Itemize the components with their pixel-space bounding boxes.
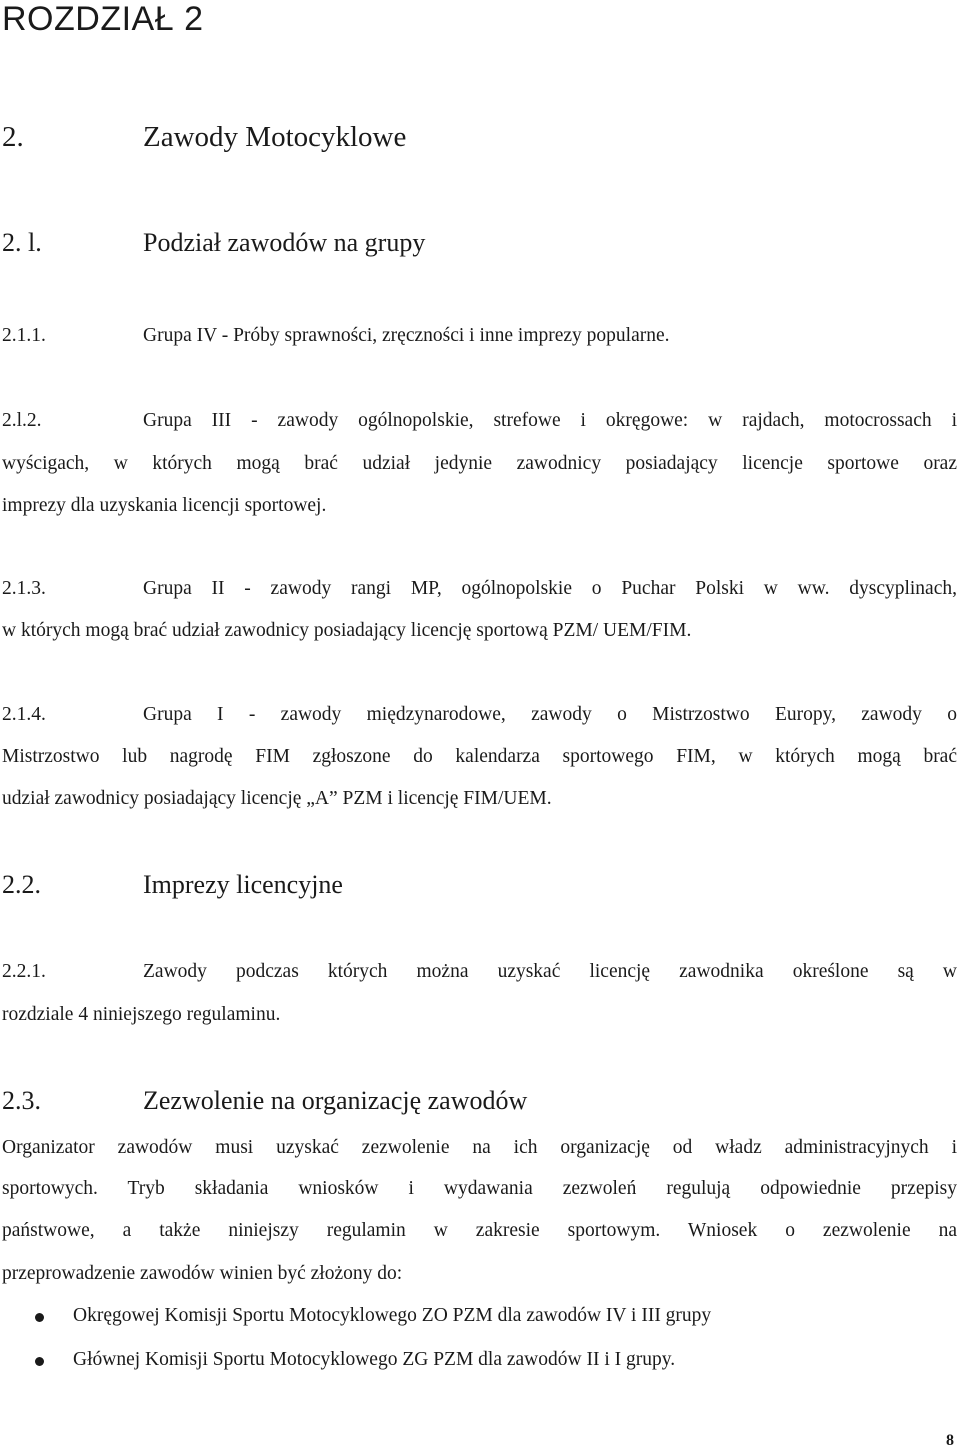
section-number: 2.2. — [2, 870, 41, 899]
section-title: Zawody Motocyklowe — [143, 121, 407, 153]
section-title: Imprezy licencyjne — [143, 870, 343, 899]
paragraph-line: sportowych. Tryb składania wniosków i wydawania zezwoleń regulują odpowiednie przepisy — [2, 1178, 957, 1199]
paragraph-line: Zawody podczas których można uzyskać licencję zawodnika określone są w — [143, 961, 957, 982]
paragraph-text: Grupa IV - Próby sprawności, zręczności i inne imprezy popularne. — [143, 325, 670, 346]
section-title: Podział zawodów na grupy — [143, 228, 426, 257]
paragraph-line: Grupa I - zawody międzynarodowe, zawody o Mistrzostwo Europy, zawody o — [143, 704, 957, 725]
paragraph-number: 2.1.3. — [2, 578, 46, 599]
paragraph-number: 2.1.1. — [2, 325, 46, 346]
paragraph-line: w których mogą brać udział zawodnicy posiadający licencję sportową PZM/ UEM/FIM. — [2, 620, 692, 641]
paragraph-number: 2.1.4. — [2, 704, 46, 725]
paragraph-line: rozdziale 4 niniejszego regulaminu. — [2, 1004, 281, 1025]
bullet-icon — [35, 1357, 44, 1366]
bullet-icon — [35, 1313, 44, 1322]
list-item-text: Okręgowej Komisji Sportu Motocyklowego ZO PZM dla zawodów IV i III grupy — [73, 1305, 712, 1326]
paragraph-line: przeprowadzenie zawodów winien być złożony do: — [2, 1263, 403, 1284]
paragraph-number: 2.2.1. — [2, 961, 46, 982]
paragraph-line: Mistrzostwo lub nagrodę FIM zgłoszone do kalendarza sportowego FIM, w których mogą brać — [2, 746, 957, 767]
paragraph-line: państwowe, a także niniejszy regulamin w zakresie sportowym. Wniosek o zezwolenie na — [2, 1220, 957, 1241]
paragraph-line: udział zawodnicy posiadający licencję „A” PZM i licencję FIM/UEM. — [2, 788, 552, 809]
chapter-title: ROZDZIAŁ 2 — [2, 0, 204, 38]
paragraph-number: 2.l.2. — [2, 410, 42, 431]
paragraph-line: imprezy dla uzyskania licencji sportowej. — [2, 495, 327, 516]
paragraph-line: Organizator zawodów musi uzyskać zezwolenie na ich organizację od władz administracyjnych i — [2, 1137, 957, 1158]
section-number: 2. — [2, 121, 24, 153]
list-item-text: Głównej Komisji Sportu Motocyklowego ZG PZM dla zawodów II i I grupy. — [73, 1349, 676, 1370]
section-number: 2.3. — [2, 1086, 41, 1115]
paragraph-line: wyścigach, w których mogą brać udział jedynie zawodnicy posiadający licencje sportowe oraz — [2, 453, 957, 474]
paragraph-line: Grupa III - zawody ogólnopolskie, strefowe i okręgowe: w rajdach, motocrossach i — [143, 410, 957, 431]
section-number: 2. l. — [2, 228, 42, 257]
page-number: 8 — [946, 1432, 954, 1449]
section-title: Zezwolenie na organizację zawodów — [143, 1086, 528, 1115]
paragraph-line: Grupa II - zawody rangi MP, ogólnopolskie o Puchar Polski w ww. dyscyplinach, — [143, 578, 957, 599]
